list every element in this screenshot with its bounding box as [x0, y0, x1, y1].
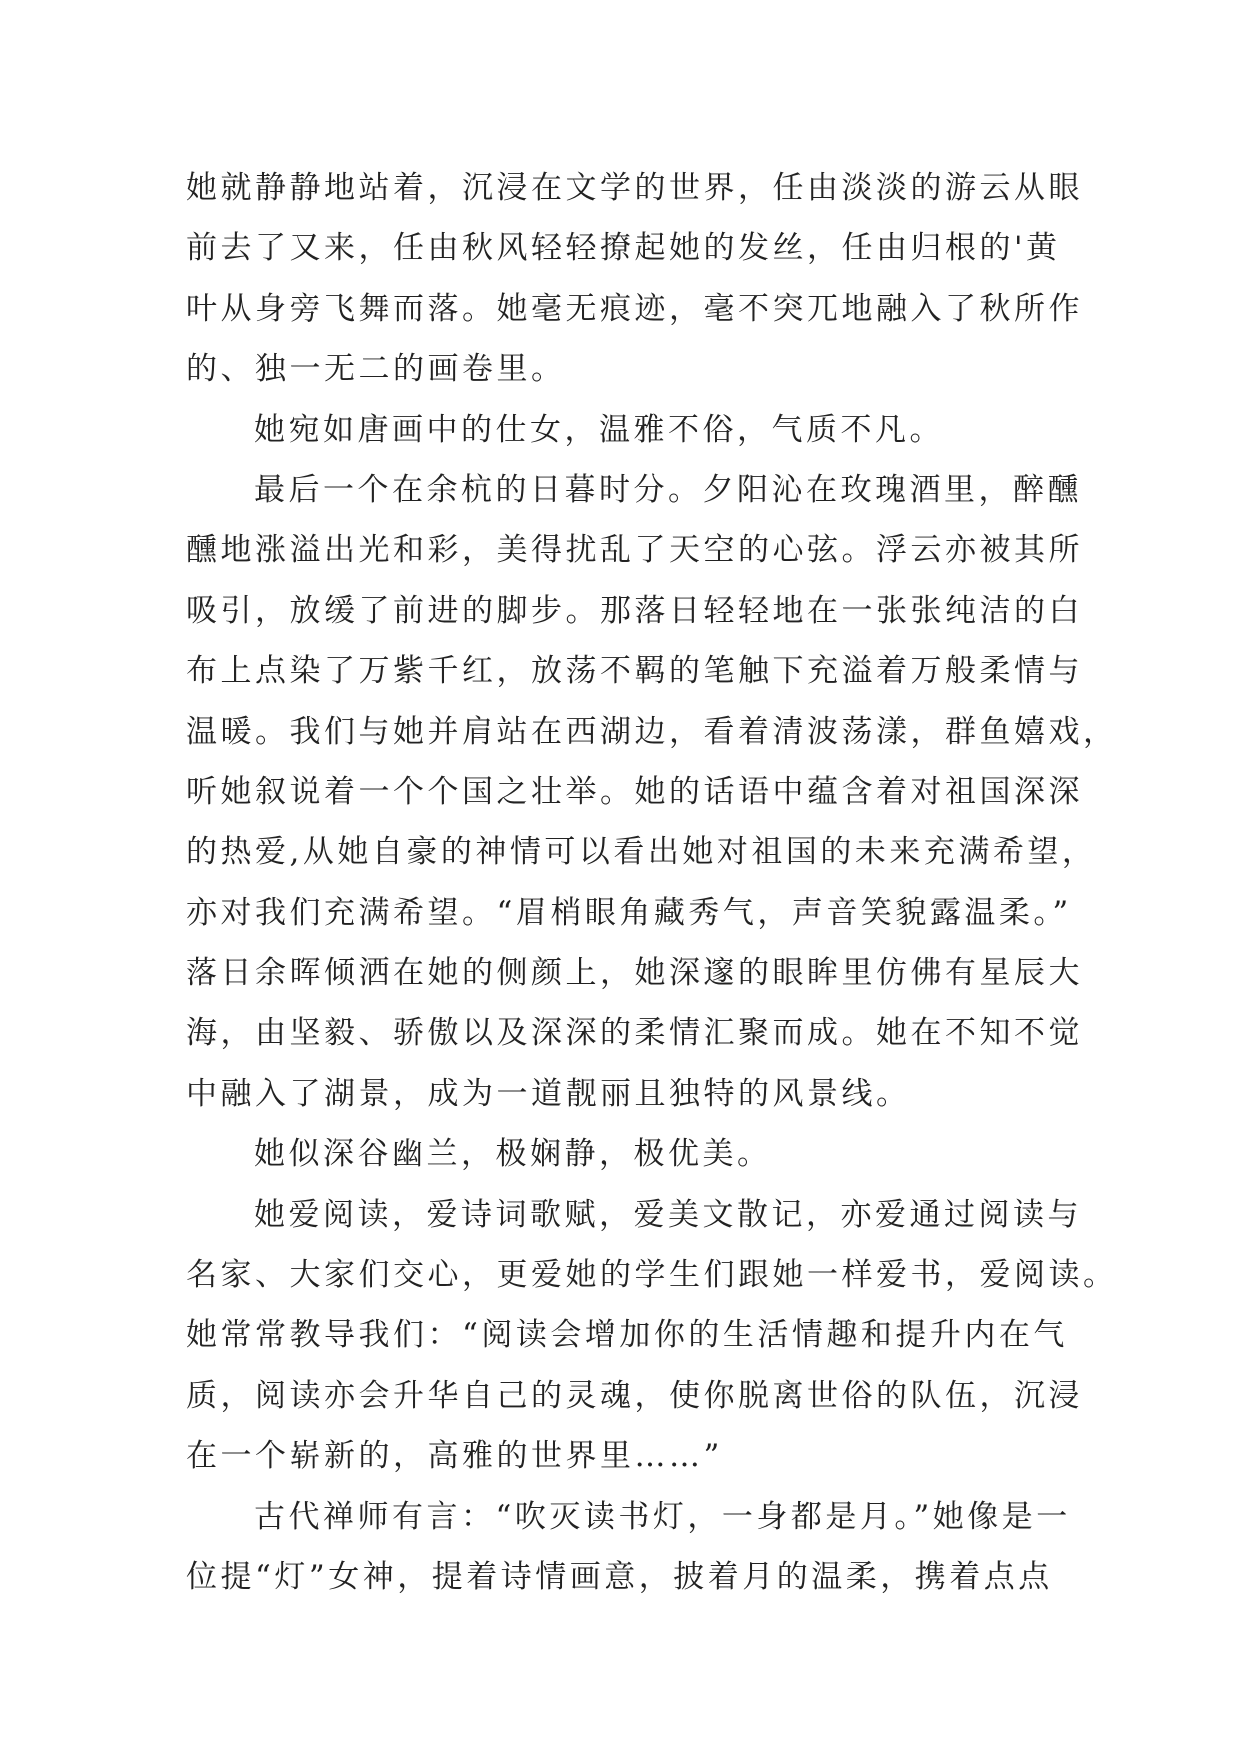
text-line: 她就静静地站着，沉浸在文学的世界，任由淡淡的游云从眼 [186, 170, 1083, 206]
text-line: 亦对我们充满希望。“眉梢眼角藏秀气，声音笑貌露温柔。” [186, 894, 1072, 931]
text-line: 中融入了湖景，成为一道靓丽且独特的风景线。 [186, 1075, 911, 1112]
paragraph-6 [186, 1487, 1071, 1608]
paragraph-5 [186, 1185, 1118, 1487]
paragraph-2 [186, 400, 1066, 460]
text-line: 吸引，放缓了前进的脚步。那落日轻轻地在一张张纯洁的白 [186, 592, 1083, 629]
text-line: 质，阅读亦会升华自己的灵魂，使你脱离世俗的队伍，沉浸 [186, 1377, 1083, 1414]
paragraph-3 [186, 460, 1118, 1124]
text-line: 她似深谷幽兰，极娴静，极优美。 [254, 1136, 772, 1173]
paragraph-1 [186, 158, 1083, 400]
text-line: 她宛如唐画中的仕女，温雅不俗，气质不凡。 [254, 411, 944, 448]
text-line: 她常常教导我们：“阅读会增加你的生活情趣和提升内在气 [186, 1317, 1068, 1354]
body-text [186, 158, 1118, 1607]
text-line: 布上点染了万紫千红，放荡不羁的笔触下充溢着万般柔情与 [186, 653, 1083, 690]
text-line: 听她叙说着一个个国之壮举。她的话语中蕴含着对祖国深深 [186, 773, 1083, 810]
text-line: 温暖。我们与她并肩站在西湖边，看着清波荡漾，群鱼嬉戏， [186, 713, 1118, 750]
text-line: 落日余晖倾洒在她的侧颜上，她深邃的眼眸里仿佛有星辰大 [186, 955, 1083, 992]
paragraph-4 [186, 1124, 1066, 1184]
text-line: 前去了又来，任由秋风轻轻撩起她的发丝，任由归根的'黄 [186, 230, 1061, 267]
text-line: 的热爱,从她自豪的神情可以看出她对祖国的未来充满希望， [186, 834, 1097, 871]
text-line: 在一个崭新的，高雅的世界里……” [186, 1438, 723, 1475]
text-line: 海，由坚毅、骄傲以及深深的柔情汇聚而成。她在不知不觉 [186, 1015, 1083, 1052]
text-line: 的、独一无二的画卷里。 [186, 351, 566, 388]
text-line: 最后一个在余杭的日暮时分。夕阳沁在玫瑰酒里，醉醺 [254, 471, 1082, 508]
text-line: 她爱阅读，爱诗词歌赋，爱美文散记，亦爱通过阅读与 [254, 1196, 1082, 1233]
text-line: 位提“灯”女神，提着诗情画意，披着月的温柔，携着点点 [186, 1558, 1053, 1595]
text-line: 叶从身旁飞舞而落。她毫无痕迹，毫不突兀地融入了秋所作 [186, 290, 1083, 327]
text-line: 醺地涨溢出光和彩，美得扰乱了天空的心弦。浮云亦被其所 [186, 532, 1083, 569]
text-line: 名家、大家们交心，更爱她的学生们跟她一样爱书，爱阅读。 [186, 1257, 1118, 1294]
text-line: 古代禅师有言：“吹灭读书灯，一身都是月。”她像是一 [254, 1498, 1071, 1535]
